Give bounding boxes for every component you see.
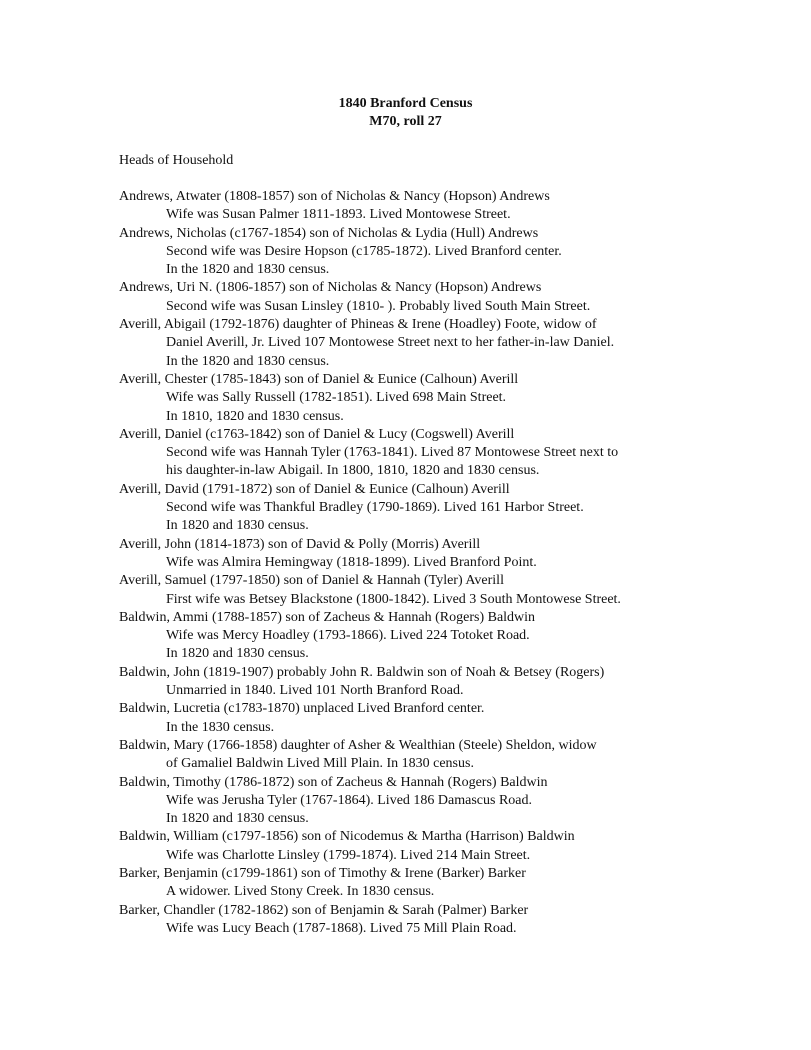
document-subtitle: M70, roll 27	[369, 114, 442, 129]
household-entry	[119, 737, 719, 774]
household-detail-line: Wife was Sally Russell (1782-1851). Lived 698 Main Street.	[166, 390, 507, 406]
household-detail-line: his daughter-in-law Abigail. In 1800, 1810, 1820 and 1830 census.	[166, 463, 540, 479]
household-head-line: Andrews, Atwater (1808-1857) son of Nicholas & Nancy (Hopson) Andrews	[119, 189, 550, 204]
household-detail-line: A widower. Lived Stony Creek. In 1830 census.	[166, 884, 435, 900]
household-head-line: Andrews, Uri N. (1806-1857) son of Nicholas & Nancy (Hopson) Andrews	[119, 280, 542, 296]
title-block	[0, 95, 811, 131]
household-entry	[119, 902, 719, 939]
household-head-line: Baldwin, William (c1797-1856) son of Nicodemus & Martha (Harrison) Baldwin	[119, 829, 575, 845]
household-detail-line: Wife was Almira Hemingway (1818-1899). Lived Branford Point.	[166, 554, 537, 570]
household-head-line: Averill, Chester (1785-1843) son of Daniel & Eunice (Calhoun) Averill	[119, 371, 519, 387]
household-entry	[119, 609, 719, 664]
household-entry	[119, 426, 719, 481]
household-detail-line: In 1820 and 1830 census.	[166, 518, 309, 534]
household-entry	[119, 828, 719, 865]
household-entry	[119, 481, 719, 536]
household-head-line: Baldwin, John (1819-1907) probably John R. Baldwin son of Noah & Betsey (Rogers)	[119, 664, 605, 680]
household-entry	[119, 316, 719, 371]
document-title: 1840 Branford Census	[338, 96, 473, 111]
household-detail-line: Wife was Charlotte Linsley (1799-1874). Lived 214 Main Street.	[166, 847, 531, 863]
household-entry	[119, 774, 719, 829]
household-head-line: Averill, David (1791-1872) son of Daniel & Eunice (Calhoun) Averill	[119, 481, 510, 497]
household-entry	[119, 225, 719, 280]
household-entry	[119, 279, 719, 316]
household-detail-line: Wife was Susan Palmer 1811-1893. Lived Montowese Street.	[166, 207, 511, 223]
household-head-line: Averill, Daniel (c1763-1842) son of Daniel & Lucy (Cogswell) Averill	[119, 426, 515, 442]
household-detail-line: Wife was Jerusha Tyler (1767-1864). Lived 186 Damascus Road.	[166, 792, 532, 808]
household-detail-line: Wife was Mercy Hoadley (1793-1866). Lived 224 Totoket Road.	[166, 628, 530, 644]
household-head-line: Baldwin, Timothy (1786-1872) son of Zacheus & Hannah (Rogers) Baldwin	[119, 774, 548, 790]
household-head-line: Barker, Benjamin (c1799-1861) son of Timothy & Irene (Barker) Barker	[119, 865, 526, 881]
household-detail-line: Unmarried in 1840. Lived 101 North Branford Road.	[166, 683, 464, 699]
household-detail-line: In 1810, 1820 and 1830 census.	[166, 408, 344, 424]
household-detail-line: In 1820 and 1830 census.	[166, 646, 309, 662]
household-detail-line: Daniel Averill, Jr. Lived 107 Montowese Street next to her father-in-law Daniel.	[166, 335, 615, 351]
household-detail-line: In 1820 and 1830 census.	[166, 811, 309, 827]
household-entry	[119, 371, 719, 426]
household-head-line: Andrews, Nicholas (c1767-1854) son of Nicholas & Lydia (Hull) Andrews	[119, 225, 539, 241]
household-list	[119, 188, 719, 938]
household-entry	[119, 865, 719, 902]
household-head-line: Averill, Samuel (1797-1850) son of Daniel & Hannah (Tyler) Averill	[119, 573, 504, 589]
section-heading: Heads of Household	[119, 153, 234, 168]
household-entry	[119, 664, 719, 701]
household-head-line: Averill, John (1814-1873) son of David & Polly (Morris) Averill	[119, 536, 481, 552]
household-entry	[119, 700, 719, 737]
household-detail-line: Second wife was Hannah Tyler (1763-1841). Lived 87 Montowese Street next to	[166, 445, 619, 461]
household-entry	[119, 536, 719, 573]
household-detail-line: In the 1820 and 1830 census.	[166, 262, 330, 278]
household-detail-line: Second wife was Susan Linsley (1810- ). Probably lived South Main Street.	[166, 298, 591, 314]
household-head-line: Averill, Abigail (1792-1876) daughter of Phineas & Irene (Hoadley) Foote, widow of	[119, 317, 597, 333]
household-head-line: Baldwin, Mary (1766-1858) daughter of Asher & Wealthian (Steele) Sheldon, widow	[119, 737, 597, 753]
household-detail-line: Second wife was Desire Hopson (c1785-1872). Lived Branford center.	[166, 243, 562, 259]
household-entry	[119, 188, 719, 225]
household-head-line: Barker, Chandler (1782-1862) son of Benjamin & Sarah (Palmer) Barker	[119, 902, 529, 918]
household-detail-line: Wife was Lucy Beach (1787-1868). Lived 75 Mill Plain Road.	[166, 920, 517, 936]
household-detail-line: Second wife was Thankful Bradley (1790-1869). Lived 161 Harbor Street.	[166, 500, 584, 516]
household-detail-line: of Gamaliel Baldwin Lived Mill Plain. In 1830 census.	[166, 756, 474, 772]
household-head-line: Baldwin, Lucretia (c1783-1870) unplaced Lived Branford center.	[119, 701, 485, 717]
household-detail-line: In the 1820 and 1830 census.	[166, 353, 330, 369]
household-head-line: Baldwin, Ammi (1788-1857) son of Zacheus & Hannah (Rogers) Baldwin	[119, 609, 536, 625]
household-detail-line: In the 1830 census.	[166, 719, 275, 735]
household-detail-line: First wife was Betsey Blackstone (1800-1842). Lived 3 South Montowese Street.	[166, 591, 621, 607]
household-entry	[119, 572, 719, 609]
